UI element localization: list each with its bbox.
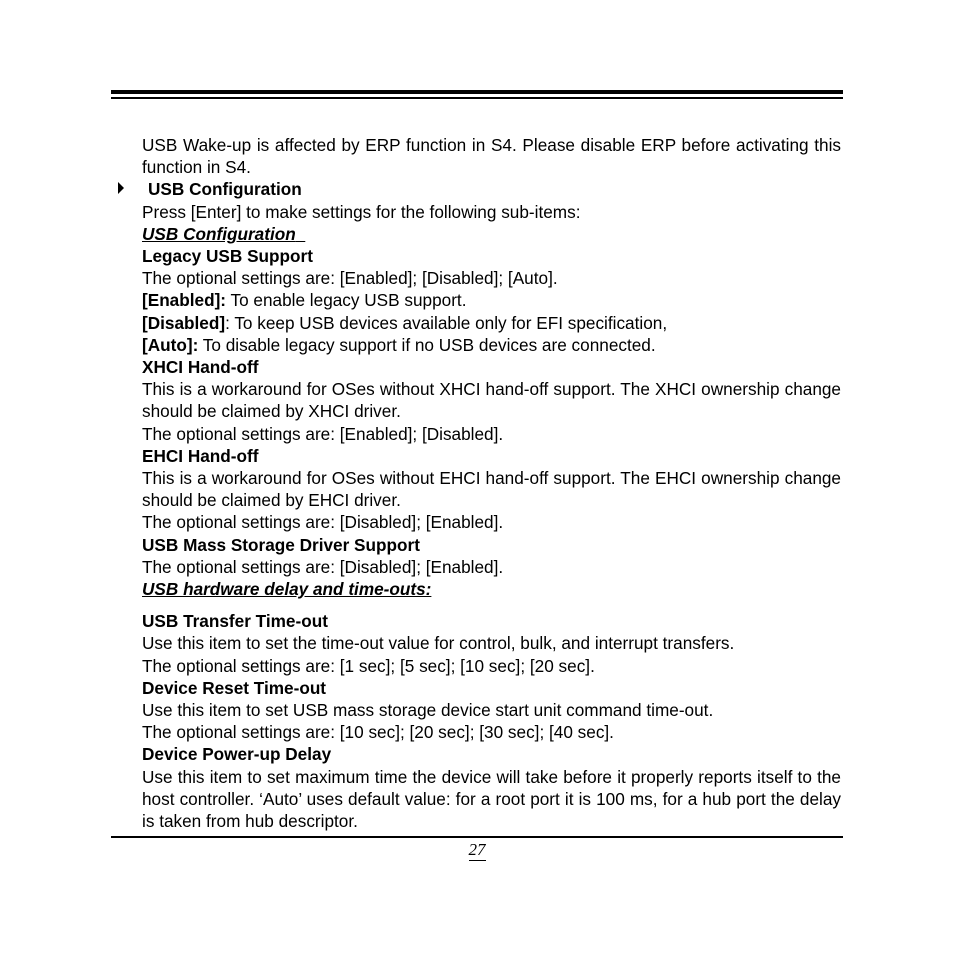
usb-transfer-timeout-title: USB Transfer Time-out xyxy=(142,611,328,632)
ehci-hand-off-options: The optional settings are: [Disabled]; [Enabled]. xyxy=(142,512,504,533)
device-power-up-delay-description: Use this item to set maximum time the device will take before it properly reports itself to the host controller. ‘Auto’ uses default value: for a root port it is 100 ms, for a hub port the delay is taken from hub descriptor. xyxy=(142,766,841,832)
mass-storage-driver-title: USB Mass Storage Driver Support xyxy=(142,534,420,555)
page-content xyxy=(142,134,841,832)
device-reset-timeout-options: The optional settings are: [10 sec]; [20 sec]; [30 sec]; [40 sec]. xyxy=(142,722,614,743)
subsection-heading-delay-timeouts: USB hardware delay and time-outs: xyxy=(142,579,432,600)
header-rule-thin xyxy=(111,97,843,99)
intro-paragraph: USB Wake-up is affected by ERP function in S4. Please disable ERP before activating this function in S4. xyxy=(142,135,841,178)
device-reset-timeout-description: Use this item to set USB mass storage device start unit command time-out. xyxy=(142,700,714,721)
xhci-hand-off-description: This is a workaround for OSes without XHCI hand-off support. The XHCI ownership change should be claimed by XHCI driver. xyxy=(142,379,841,422)
footer-rule xyxy=(111,836,843,838)
section-description: Press [Enter] to make settings for the following sub-items: xyxy=(142,201,581,222)
page-number: 27 xyxy=(468,840,486,859)
xhci-hand-off-options: The optional settings are: [Enabled]; [Disabled]. xyxy=(142,423,504,444)
legacy-usb-support-title: Legacy USB Support xyxy=(142,246,313,267)
device-reset-timeout-title: Device Reset Time-out xyxy=(142,677,327,698)
legacy-auto-description: [Auto]: To disable legacy support if no USB devices are connected. xyxy=(142,334,656,355)
section-title: USB Configuration xyxy=(148,179,302,200)
legacy-usb-support-options: The optional settings are: [Enabled]; [Disabled]; [Auto]. xyxy=(142,268,558,289)
device-power-up-delay-title: Device Power-up Delay xyxy=(142,744,332,765)
section-heading-row xyxy=(142,178,841,200)
triangle-right-icon xyxy=(118,182,124,194)
mass-storage-driver-options: The optional settings are: [Disabled]; [Enabled]. xyxy=(142,556,504,577)
legacy-enabled-description: [Enabled]: To enable legacy USB support. xyxy=(142,290,467,311)
header-rule-thick xyxy=(111,90,843,94)
xhci-hand-off-title: XHCI Hand-off xyxy=(142,357,259,378)
subsection-heading-usb-configuration: USB Configuration xyxy=(142,223,296,244)
spacer xyxy=(142,600,841,610)
usb-transfer-timeout-options: The optional settings are: [1 sec]; [5 sec]; [10 sec]; [20 sec]. xyxy=(142,655,595,676)
ehci-hand-off-description: This is a workaround for OSes without EHCI hand-off support. The EHCI ownership change should be claimed by EHCI driver. xyxy=(142,468,841,511)
ehci-hand-off-title: EHCI Hand-off xyxy=(142,445,259,466)
legacy-disabled-description: [Disabled]: To keep USB devices available only for EFI specification, xyxy=(142,312,668,333)
usb-transfer-timeout-description: Use this item to set the time-out value for control, bulk, and interrupt transfers. xyxy=(142,633,735,654)
